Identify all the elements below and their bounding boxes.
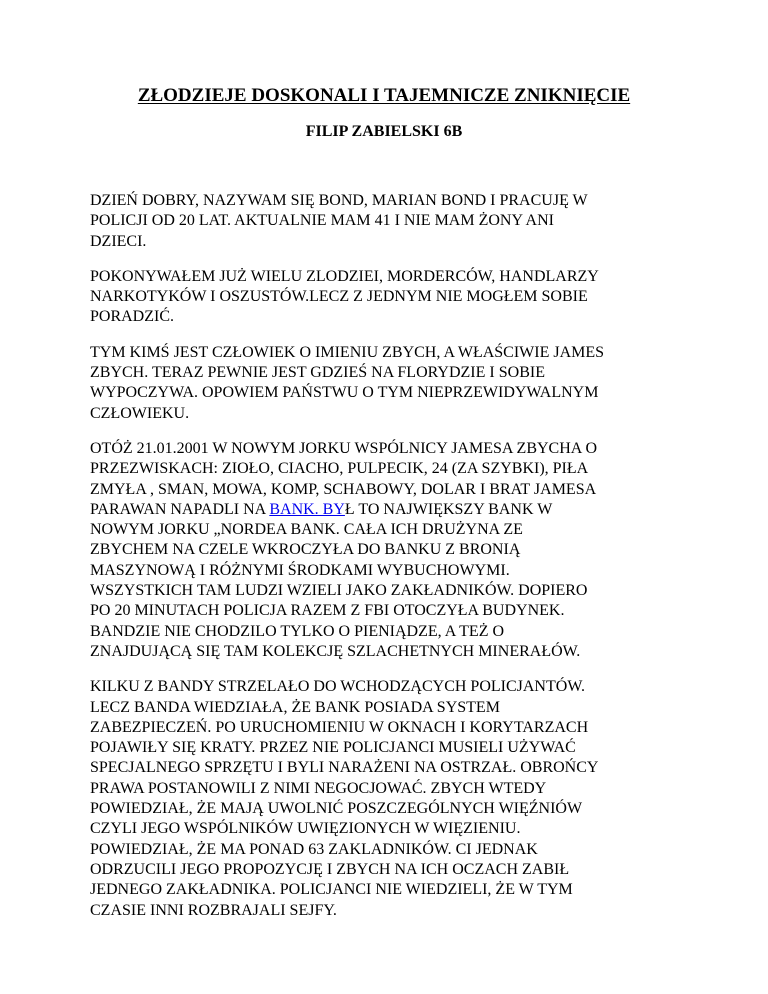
text-line: OTÓŻ 21.01.2001 W NOWYM JORKU WSPÓLNICY JAMESA ZBYCHA O [90, 439, 597, 457]
paragraph-bank-robbery [90, 439, 690, 662]
link-line-suffix: Ł TO NAJWIĘKSZY BANK W [344, 500, 553, 518]
text-line: PORADZIĆ. [90, 308, 175, 326]
text-line: POWIEDZIAŁ, ŻE MA PONAD 63 ZAKLADNIKÓW. CI JEDNAK [90, 840, 538, 858]
text-line: DZIECI. [90, 232, 147, 250]
text-line: ODRZUCILI JEGO PROPOZYCJĘ I ZBYCH NA ICH OCZACH ZABIŁ [90, 860, 570, 878]
text-line: CZYLI JEGO WSPÓLNIKÓW UWIĘZIONYCH W WIĘZIENIU. [90, 820, 521, 838]
text-line: ZMYŁA , SMAN, MOWA, KOMP, SCHABOWY, DOLAR I BRAT JAMESA [90, 480, 597, 498]
text-line: POWIEDZIAŁ, ŻE MAJĄ UWOLNIĆ POSZCZEGÓLNYCH WIĘŹNIÓW [90, 800, 583, 818]
paragraph-criminals [90, 267, 690, 328]
paragraph-zbych-intro [90, 343, 690, 424]
text-line: PO 20 MINUTACH POLICJA RAZEM Z FBI OTOCZYŁA BUDYNEK. [90, 602, 565, 620]
text-line: ZABEZPIECZEŃ. PO URUCHOMIENIU W OKNACH I KORYTARZACH [90, 718, 589, 736]
paragraph-intro [90, 191, 690, 252]
document-title: ZŁODZIEJE DOSKONALI I TAJEMNICZE ZNIKNIĘCIE [137, 85, 631, 106]
text-line: DZIEŃ DOBRY, NAZYWAM SIĘ BOND, MARIAN BOND I PRACUJĘ W [90, 192, 588, 209]
text-line: ZNAJDUJĄCĄ SIĘ TAM KOLEKCJĘ SZLACHETNYCH MINERAŁÓW. [90, 642, 581, 660]
text-line: POLICJI OD 20 LAT. AKTUALNIE MAM 41 I NIE MAM ŻONY ANI [90, 212, 554, 230]
paragraph-negotiation [90, 677, 690, 921]
text-line: CZASIE INNI ROZBRAJALI SEJFY. [90, 901, 337, 919]
text-line: LECZ BANDA WIEDZIAŁA, ŻE BANK POSIADA SYSTEM [90, 698, 500, 716]
text-line: KILKU Z BANDY STRZELAŁO DO WCHODZĄCYCH POLICJANTÓW. [90, 678, 585, 696]
text-line: JEDNEGO ZAKŁADNIKA. POLICJANCI NIE WIEDZIELI, ŻE W TYM [90, 881, 573, 899]
text-line: PRZEZWISKACH: ZIOŁO, CIACHO, PULPECIK, 24 (ZA SZYBKI), PIŁA [90, 460, 589, 478]
link-line-prefix: PARAWAN NAPADLI NA [90, 500, 270, 518]
text-line: NOWYM JORKU „NORDEA BANK. CAŁA ICH DRUŻYNA ZE [90, 521, 523, 539]
text-line: WSZYSTKICH TAM LUDZI WZIELI JAKO ZAKŁADNIKÓW. DOPIERO [90, 582, 588, 600]
text-line: MASZYNOWĄ I RÓŻNYMI ŚRODKAMI WYBUCHOWYMI. [90, 561, 510, 579]
bank-link[interactable]: BANK. BY [269, 500, 345, 518]
text-line: ZBYCHEM NA CZELE WKROCZYŁA DO BANKU Z BRONIĄ [90, 541, 521, 559]
document-author: FILIP ZABIELSKI 6B [305, 123, 463, 140]
text-line: NARKOTYKÓW I OSZUSTÓW.LECZ Z JEDNYM NIE MOGŁEM SOBIE [90, 288, 588, 306]
text-line: ZBYCH. TERAZ PEWNIE JEST GDZIEŚ NA FLORYDZIE I SOBIE [90, 364, 545, 382]
text-line: POKONYWAŁEM JUŻ WIELU ZLODZIEI, MORDERCÓW, HANDLARZY [90, 267, 599, 285]
text-line: WYPOCZYWA. OPOWIEM PAŃSTWU O TYM NIEPRZEWIDYWALNYM [90, 384, 599, 402]
text-line-with-link [90, 500, 690, 520]
document-body [90, 191, 690, 936]
text-line: SPECJALNEGO SPRZĘTU I BYLI NARAŻENI NA OSTRZAŁ. OBROŃCY [90, 759, 599, 777]
text-line: TYM KIMŚ JEST CZŁOWIEK O IMIENIU ZBYCH, A WŁAŚCIWIE JAMES [90, 343, 605, 361]
text-line: POJAWIŁY SIĘ KRATY. PRZEZ NIE POLICJANCI MUSIELI UŻYWAĆ [90, 739, 576, 757]
text-line: PRAWA POSTANOWILI Z NIMI NEGOCJOWAĆ. ZBYCH WTEDY [90, 779, 547, 797]
text-line: CZŁOWIEKU. [90, 404, 190, 422]
text-line: BANDZIE NIE CHODZILO TYLKO O PIENIĄDZE, A TEŻ O [90, 622, 505, 640]
